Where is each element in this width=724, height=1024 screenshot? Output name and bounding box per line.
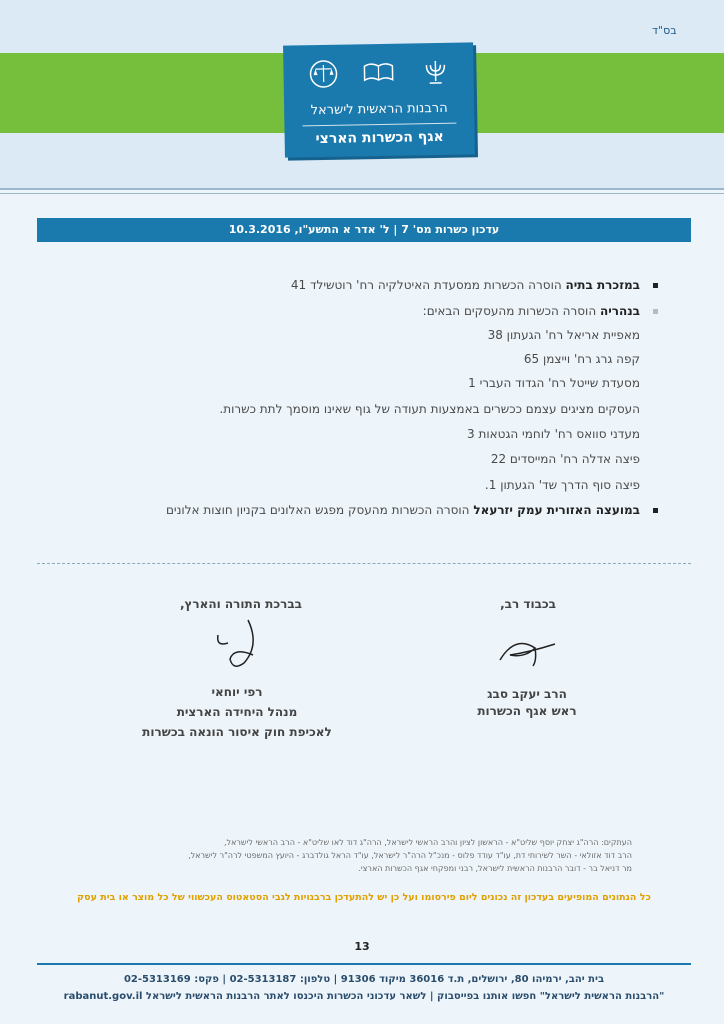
logo-divider <box>302 123 456 127</box>
header-rule <box>0 188 724 190</box>
list-item: במזכרת בתיה הוסרה הכשרות ממסעדת האיטלקיה רח' רוטשילד 41 <box>291 278 640 292</box>
signature-yochai-icon <box>208 615 268 675</box>
bullet-icon <box>653 283 658 288</box>
signer-title: מנהל היחידה הארצית <box>176 705 298 719</box>
open-book-icon <box>360 58 397 89</box>
logo-subtitle: אגף הכשרות הארצי <box>315 128 444 148</box>
signature-sabag-icon <box>495 630 565 670</box>
greeting-left: בברכת התורה והארץ, <box>179 597 302 611</box>
nahariya-note: העסקים מציגים עצמם ככשרים באמצעות תעודה של גוף שאינו מוסמך לתת כשרות. <box>219 402 640 416</box>
bullet-icon <box>653 309 658 314</box>
section-divider <box>37 563 691 564</box>
cc-line: הרב דוד אזולאי - השר לשירותי דת, עו"ד עודד פלוס - מנכ"ל הרה"ר לישראל, עו"ד הראל גולדברג - היועץ המשפטי לרה"ר לישראל, <box>188 851 632 860</box>
footer-links: "הרבנות הראשית לישראל" חפשו אותנו בפייסבוק | לשאר עדכוני הכשרות היכנסו לאתר הרבנות הראשית לישראל rabanut.gov.il <box>63 991 665 1002</box>
signer-title: לאכיפת חוק איסור הונאה בכשרות <box>142 725 332 739</box>
disclaimer-notice: כל הנתונים המופיעים בעדכון זה נכונים ליום פירסומו ועל כן יש להתעדכן ברבנויות לגבי הסטאטוס העכשווי של כל מוצר או בית עסק <box>77 892 651 903</box>
nahariya-business: פיצה אדלה רח' המייסדים 22 <box>490 452 640 466</box>
menorah-emblem-icon <box>417 57 454 88</box>
signature-block-right <box>462 687 592 718</box>
update-title-bar: עדכון כשרות מס' 7 | ל' אדר א התשע"ו, 10.3.2016 <box>37 218 691 242</box>
nahariya-business: קפה גרג רח' וייצמן 65 <box>523 352 640 366</box>
logo-title: הרבנות הראשית לישראל <box>310 100 448 119</box>
bsd-mark: בס"ד <box>652 24 677 37</box>
nahariya-business: מסעדת שייטל רח' הגדוד העברי 1 <box>468 376 640 390</box>
scales-emblem-icon <box>305 59 342 90</box>
signer-name: רפי יוחאי <box>211 685 263 699</box>
greeting-right: בכבוד רב, <box>500 597 556 611</box>
footer-rule <box>37 963 691 965</box>
cc-line: העתקים: הרה"ג יצחק יוסף שליט"א - הראשון לציון והרב הראשי לישראל, הרה"ג דוד לאו שליט"א - הרב הראשי לישראל, <box>223 838 632 847</box>
bullet-icon <box>653 508 658 513</box>
signer-title: ראש אגף הכשרות <box>477 704 577 718</box>
list-item: במועצה האזורית עמק יזרעאל הוסרה הכשרות מהעסק מפגש האלונים בקניון חוצות אלונים <box>166 503 640 517</box>
header-rule-thin <box>0 193 724 194</box>
list-item: בנהריה הוסרה הכשרות מהעסקים הבאים: <box>423 304 640 318</box>
rabbinate-logo <box>283 42 475 157</box>
nahariya-business: פיצה סוף הדרך שד' הגעתון 1. <box>484 478 640 492</box>
footer-address: בית יהב, ירמיהו 80, ירושלים, ת.ד 36016 מיקוד 91306 | טלפון: 02-5313187 | פקס: 02-5313169 <box>123 974 605 985</box>
signer-name: הרב יעקב סבג <box>487 687 567 701</box>
nahariya-business: מעדני סוואס רח' לוחמי הגטאות 3 <box>467 427 640 441</box>
cc-line: מר דניאל בר - דובר הרבנות הראשית לישראל, רבני ומפקחי אגף הכשרות הארצי. <box>358 864 632 873</box>
signature-block-left <box>112 682 362 742</box>
nahariya-business: מאפיית אריאל רח' הגעתון 38 <box>487 328 640 342</box>
page-number: 13 <box>354 940 370 953</box>
copies-list <box>72 836 632 875</box>
